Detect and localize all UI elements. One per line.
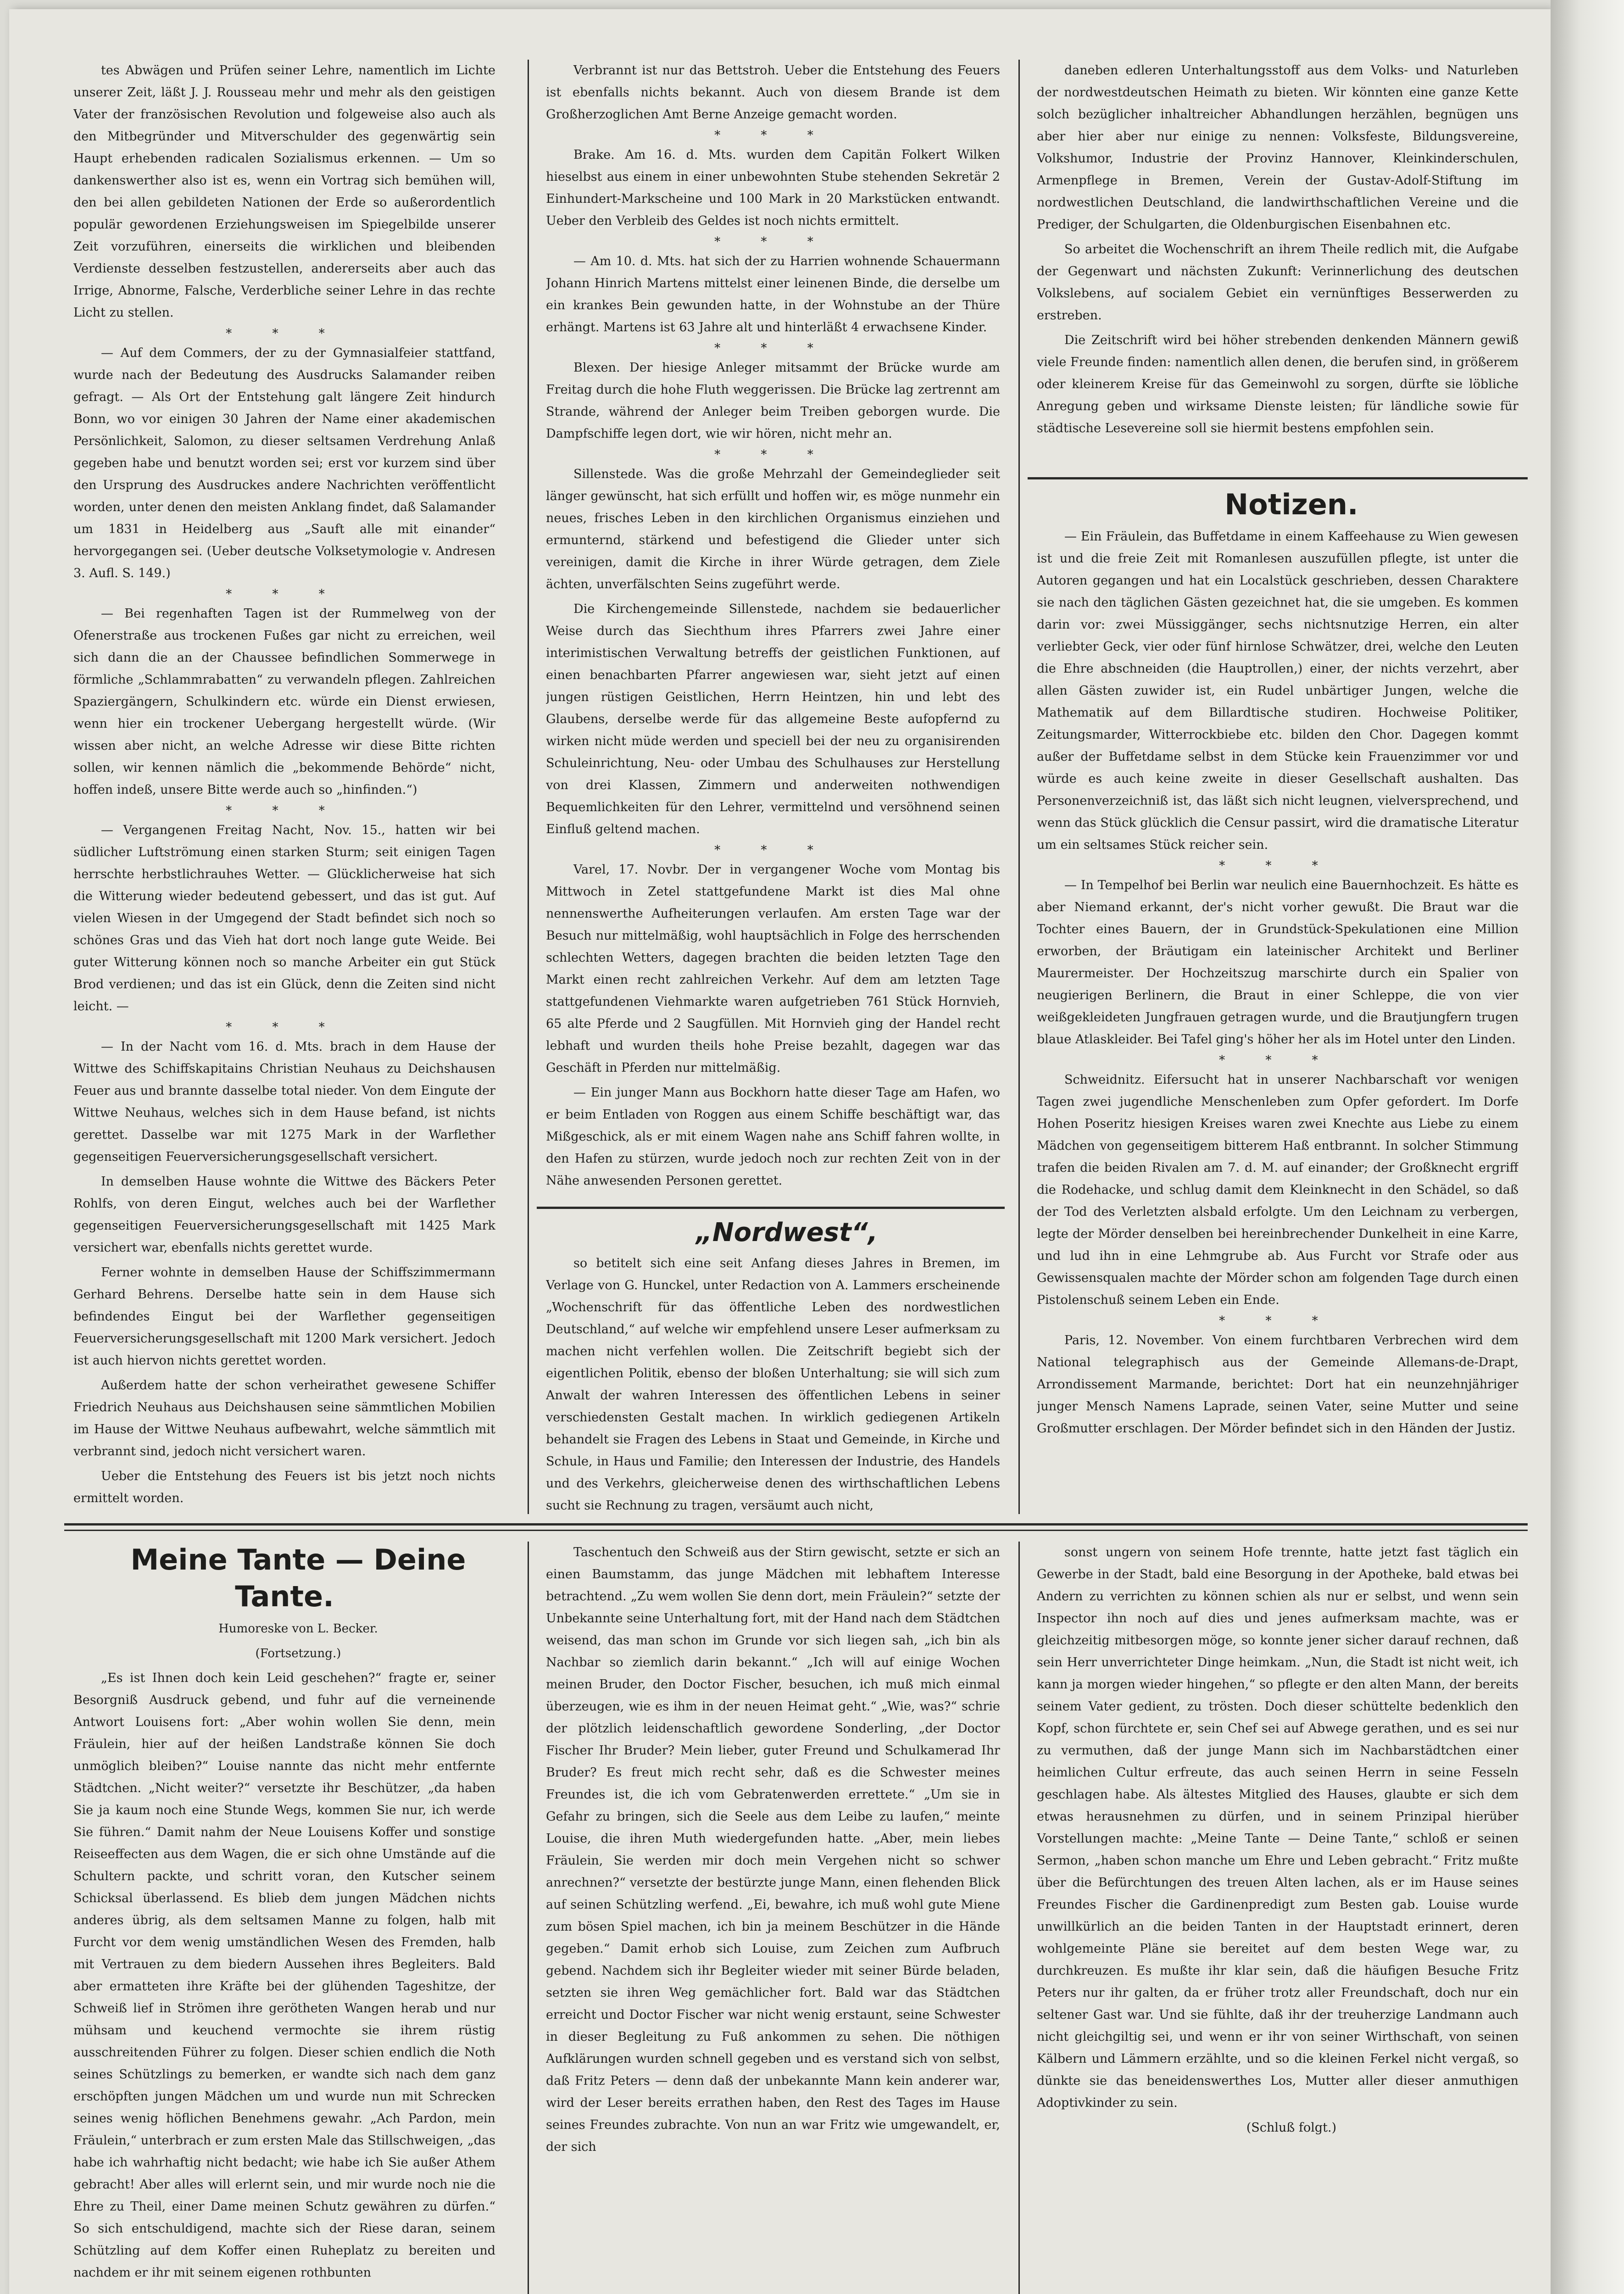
section-separator: * * * bbox=[714, 235, 832, 249]
story-to-be-concluded: (Schluß folgt.) bbox=[1246, 2121, 1337, 2135]
article-paragraph: Ferner wohnte in demselben Hause der Schiffszimmermann Gerhard Behrens. Derselbe hatte sein in dem Hause sich befindendes Eingut bei der Warflether gegenseitigen Feuerversicherungsgesellschaft mit 1200 Mark versichert. Jedoch ist auch hiervon nichts gerettet worden. bbox=[73, 1265, 495, 1368]
article-paragraph: Die Zeitschrift wird bei höher strebenden denkenden Männern gewiß viele Freunde finden: namentlich allen denen, die berufen sind, in größerem oder kleinerem Kreise für das Gemeinwohl zu sorgen, dürfte sie löbliche Anregung geben und wirksame Dienste leisten; für ländliche sowie für städtische Lesevereine soll sie hiermit bestens empfohlen sein. bbox=[1037, 333, 1518, 435]
section-separator: * * * bbox=[1219, 1053, 1336, 1067]
section-rule bbox=[1028, 477, 1528, 479]
section-separator: * * * bbox=[714, 448, 832, 462]
story-text: sonst ungern von seinem Hofe trennte, hatte jetzt fast täglich ein Gewerbe in der Stadt, bald eine Besorgung in der Apotheke, bald etwas bei Andern zu verrichten zu können schien als nur er selbst, und wenn sein Inspector ihn noch auf dies und jenes aufmerksam machte, was er gleichzeitig mitbesorgen möge, so konnte jener sicher darauf rechnen, daß sein Herr unverrichteter Dinge heimkam. „Nun, die Stadt ist nicht weit, ich kann ja morgen wieder hingehen,“ so pflegte er den alten Mann, der bereits seinem Vater gedient, zu trösten. Doch dieser schüttelte bedenklich den Kopf, schon fürchtete er, sein Chef sei auf Abwege gerathen, und es sei nur zu vermuthen, daß der junge Mann sich im Nachbarstädtchen einer heimlichen Cultur erfreute, das auch seinen Herrn in seine Fesseln geschlagen habe. Als ältestes Mitglied des Hauses, glaubte er sich dem etwas herausnehmen zu dürfen, und in seinem Prinzipal hierüber Vorstellungen machte: „Meine Tante — Deine Tante,“ schloß er seinen Sermon, „haben schon manche um Ehre und Leben gebracht.“ Fritz mußte über die Befürchtungen des treuen Alten lachen, als er im Hause seines Freundes Fischer die Gardinenpredigt zum Besten gab. Louise wurde unwillkürlich an die beiden Tanten in der Hauptstadt erinnert, deren wohlgemeinte Pläne sie bereitet auf dem besten Wege war, zu durchkreuzen. Es mußte ihr klar sein, daß die häufigen Besuche Fritz Peters nur ihr galten, da er früher trotz aller Freundschaft, doch nur ein seltener Gast war. Und sie fühlte, daß ihr der treuherzige Landmann auch nicht gleichgiltig sei, und wenn er ihr von seiner Wirthschaft, von seinen Kälbern und Lämmern erzählte, und so die kleinen Ferkel nicht vergaß, so dünkte sie das beneidenswerthes Los, Mutter aller dieser anmuthigen Adoptivkinder zu sein. bbox=[1037, 1545, 1518, 2110]
article-paris: Paris, 12. November. Von einem furchtbaren Verbrechen wird dem National telegraphisch aus der Gemeinde Allemans-de-Drapt, Arrondissement Marmande, berichtet: Dort hat ein neunzehnjähriger junger Mensch Namens Laprade, seinen Vater, seine Mutter und seine Großmutter erschlagen. Der Mörder befindet sich in den Händen der Justiz. bbox=[1037, 1333, 1518, 1436]
article-paragraph: Außerdem hatte der schon verheirathet gewesene Schiffer Friedrich Neuhaus aus Deichshausen seine sämmtlichen Mobilien im Hause der Wittwe Neuhaus aufbewahrt, welche sämmtlich mit verbrannt sind, jedoch nicht versichert waren. bbox=[73, 1378, 495, 1459]
article-bauernhochzeit: — In Tempelhof bei Berlin war neulich eine Bauernhochzeit. Es hätte es aber Niemand erkannt, der's nicht vorher gewußt. Die Braut war die Tochter eines Bauern, der in Grundstück-Spekulationen eine Million erworben, der Bräutigam ein lateinischer Architekt und Berliner Maurermeister. Der Hochzeitszug marschirte durch ein Spalier von neugierigen Berlinern, die Braut in einer Schleppe, die von vier weißgekleideten Jungfrauen getragen wurde, und die Brautjungfern trugen blaue Atlaskleider. Bei Tafel ging's höher her als im Hotel unter den Linden. bbox=[1037, 878, 1518, 1047]
column-rule bbox=[528, 1542, 529, 2294]
article-paragraph: In demselben Hause wohnte die Wittwe des Bäckers Peter Rohlfs, von deren Eingut, welches auch bei der Warflether gegenseitigen Feuerversicherungsgesellschaft mit 1425 Mark versichert war, ebenfalls nichts gerettet wurde. bbox=[73, 1175, 495, 1255]
column-rule bbox=[1018, 60, 1020, 1514]
story-title: Meine Tante — Deine Tante. bbox=[130, 1543, 466, 1613]
section-separator: * * * bbox=[226, 587, 343, 601]
section-separator: * * * bbox=[226, 327, 343, 340]
section-separator: * * * bbox=[1219, 1314, 1336, 1328]
section-separator: * * * bbox=[714, 341, 832, 355]
article-paragraph: Die Kirchengemeinde Sillenstede, nachdem sie bedauerlicher Weise durch das Siechthum ihres Pfarrers zwei Jahre einer interimistischen Verwaltung betreffs der geistlichen Funktionen, auf einen benachbarten Pfarrer angewiesen war, sieht jetzt auf einen jungen rüstigen Geistlichen, Herrn Heintzen, hin und lebt des Glaubens, derselbe werde für das allgemeine Beste aufopfernd zu wirken nicht müde werden und speciell bei der neu zu organisirenden Schuleinrichtung, Neu- oder Umbau des Schulhauses zur Herstellung von drei Klassen, Zimmern und anderweiten nothwendigen Bequemlichkeiten für den Lehrer, vermittelnd und versöhnend seinen Einfluß geltend machen. bbox=[546, 602, 1000, 836]
article-rummelweg: — Bei regenhaften Tagen ist der Rummelweg von der Ofenerstraße aus trockenen Fußes gar nicht zu erreichen, weil sich dann die an der Chaussee befindlichen Sommerwege in förmliche „Schlammrabatten“ zu verwandeln pflegen. Zahlreichen Spaziergängern, Schulkindern etc. würde ein Dienst erwiesen, wenn hier ein trockener Uebergang hergestellt würde. (Wir wissen aber nicht, an welche Adresse wir diese Bitte richten sollen, wir kennen nämlich die „bekommende Behörde“ nicht, hoffen indeß, unsere Bitte werde auch so „hinfinden.“) bbox=[73, 607, 495, 797]
story-column-3 bbox=[1037, 1542, 1518, 2294]
story-column-2 bbox=[546, 1542, 1000, 2294]
article-sillenstede: Sillenstede. Was die große Mehrzahl der Gemeindeglieder seit länger gewünscht, hat sich erfüllt und hoffen wir, es möge nunmehr ein neues, frisches Leben in den kirchlichen Organismus einziehen und ermunternd, stärkend und befestigend die Glieder unter sich vereinigen, damit die Kirche in ihrer Würde getragen, dem Ziele ächten, unverfälschten Seins zugeführt werde. bbox=[546, 467, 1000, 591]
article-paragraph: — Ein junger Mann aus Bockhorn hatte dieser Tage am Hafen, wo er beim Entladen von Roggen aus einem Schiffe beschäftigt war, das Mißgeschick, als er mit einem Wagen nahe ans Schiff fahren wollte, in den Hafen zu stürzen, wurde jedoch noch zur rechten Zeit von in der Nähe anwesenden Personen gerettet. bbox=[546, 1086, 1000, 1188]
article-paragraph: daneben edleren Unterhaltungsstoff aus dem Volks- und Naturleben der nordwestdeutschen Heimath zu bieten. Wir könnten eine ganze Kette solch bezüglicher inhaltreicher Abhandlungen herzählen, begnügen uns aber hier aber nur einige zu nennen: Volksfeste, Bildungsvereine, Volkshumor, Industrie der Provinz Hannover, Kleinkinderschulen, Armenpflege in Bremen, Verein der Gustav-Adolf-Stiftung im nordwestlichen Deutschland, die landwirthschaftlichen Vereine und die Prediger, der Schulgarten, die Oldenburgischen Eisenbahnen etc. bbox=[1037, 63, 1518, 232]
article-feuer-deichshausen: — In der Nacht vom 16. d. Mts. brach in dem Hause der Wittwe des Schiffskapitains Christian Neuhaus zu Deichshausen Feuer aus und brannte dasselbe total nieder. Von dem Eingute der Wittwe Neuhaus, welches sich in dem Hause befand, ist nichts gerettet. Dasselbe war mit 1275 Mark in der Warflether gegenseitigen Feuerversicherungsgesellschaft versichert. bbox=[73, 1040, 495, 1164]
article-schweidnitz: Schweidnitz. Eifersucht hat in unserer Nachbarschaft vor wenigen Tagen zwei jugendliche Menschenleben zum Opfer gefordert. Im Dorfe Hohen Poseritz hiesigen Kreises waren zwei Knechte aus Liebe zu einem Mädchen von gegenseitigem bitterem Haß entbrannt. In solcher Stimmung trafen die beiden Rivalen am 7. d. M. auf einander; der Großknecht ergriff die Rodehacke, und schlug damit dem Kleinknecht in den Schädel, so daß der Tod des Verletzten alsbald erfolgte. Um den Leichnam zu verbergen, legte der Mörder denselben bei hereinbrechender Dunkelheit in eine Karre, und lud ihn in eine Lehmgrube ab. Aus Furcht vor Strafe oder aus Gewissensqualen machte der Mörder schon am folgenden Tage durch einen Pistolenschuß seinem Leben ein Ende. bbox=[1037, 1073, 1518, 1307]
page-edge bbox=[1551, 0, 1624, 2294]
story-column-1 bbox=[73, 1542, 495, 2294]
article-paragraph: Verbrannt ist nur das Bettstroh. Ueber die Entstehung des Feuers ist ebenfalls nichts bekannt. Auch von diesem Brande ist dem Großherzoglichen Amt Berne Anzeige gemacht worden. bbox=[546, 63, 1000, 122]
notizen-heading: Notizen. bbox=[1224, 488, 1358, 521]
notizen-section bbox=[1037, 486, 1518, 1514]
section-separator: * * * bbox=[226, 804, 343, 818]
article-buffetdame: — Ein Fräulein, das Buffetdame in einem Kaffeehause zu Wien gewesen ist und die freie Zeit mit Romanlesen auszufüllen pflegte, ist unter die Autoren gegangen und hat ein Localstück geschrieben, dessen Charaktere sie nach den täglichen Gästen gezeichnet hat, die sie umgeben. Es kommen darin vor: zwei Müssiggänger, sechs nichtsnutzige Herren, ein alter verliebter Geck, vier oder fünf hirnlose Schwätzer, drei, welche den Leuten die Ehre abschneiden (die Hauptrollen,) einer, der nichts verzehrt, aber allen Gästen zuwider ist, ein Rudel unbärtiger Jungen, welche die Mathematik auf dem Billardtische studiren. Hochweise Politiker, Zeitungsmarder, Witterrockbiebe etc. bilden den Chor. Dagegen kommt außer der Buffetdame selbst in dem Stücke kein Frauenzimmer vor und würde es auch keine zweite in dieser Gesellschaft aushalten. Das Personenverzeichniß ist, das läßt sich nicht leugnen, vielversprechend, und wenn das Stück glücklich die Censur passirt, wird die dramatische Literatur um ein seltsames Stück reicher sein. bbox=[1037, 529, 1518, 852]
column-2 bbox=[546, 60, 1000, 1197]
column-3 bbox=[1037, 60, 1518, 468]
article-brake: Brake. Am 16. d. Mts. wurden dem Capitän Folkert Wilken hieselbst aus einem in einer unbewohnten Stube stehenden Sekretär 2 Einhundert-Markscheine und 100 Mark in 20 Markstücken entwandt. Ueber den Verbleib des Geldes ist noch nichts ermittelt. bbox=[546, 148, 1000, 228]
nordwest-heading: „Nordwest“, bbox=[695, 1218, 878, 1247]
article-harrien: — Am 10. d. Mts. hat sich der zu Harrien wohnende Schauermann Johann Hinrich Martens mittelst einer leinenen Binde, die derselbe um ein krankes Bein gewunden hatte, in der Wohnstube an der Thüre erhängt. Martens ist 63 Jahre alt und hinterläßt 4 erwachsene Kinder. bbox=[546, 254, 1000, 334]
nordwest-section bbox=[546, 1216, 1000, 1514]
story-subtitle: Humoreske von L. Becker. bbox=[218, 1622, 378, 1636]
article-varel: Varel, 17. Novbr. Der in vergangener Woche vom Montag bis Mittwoch in Zetel stattgefundene Markt ist dies Mal ohne nennenswerthe Aufheiterungen verlaufen. Am ersten Tage war der Besuch nur mittelmäßig, wohl hauptsächlich in Folge des herrschenden schlechten Wetters, dagegen brachten die beiden letzten Tage den Markt einen recht zahlreichen Verkehr. Auf dem am letzten Tage stattgefundenen Viehmarkte waren aufgetrieben 761 Stück Hornvieh, 65 alte Pferde und 2 Saugfüllen. Mit Hornvieh ging der Handel recht lebhaft und wurden theils hohe Preise bezahlt, dagegen war das Geschäft in Pferden nur mittelmäßig. bbox=[546, 863, 1000, 1075]
section-separator: * * * bbox=[1219, 859, 1336, 873]
section-separator: * * * bbox=[226, 1020, 343, 1034]
story-continuation: (Fortsetzung.) bbox=[255, 1647, 341, 1660]
article-rousseau: tes Abwägen und Prüfen seiner Lehre, namentlich im Lichte unserer Zeit, läßt J. J. Rousseau mehr und mehr als den geistigen Vater der französischen Revolution und folgeweise also auch als den Mitbegründer und Mitverschulder des gegenwärtig sein Haupt erhebenden radicalen Sozialismus erkennen. — Um so dankenswerther also ist es, wenn ein Vortrag sich bemühen will, den bei allen gebildeten Nationen der Erde so außerordentlich populär gewordenen Erziehungsweisen im Spiegelbilde unserer Zeit vorzuführen, einerseits die wirklichen und bleibenden Verdienste desselben festzustellen, andererseits aber auch das Irrige, Abnorme, Falsche, Verderbliche seiner Lehre in das rechte Licht zu stellen. bbox=[73, 63, 495, 320]
column-1 bbox=[73, 60, 495, 1509]
newspaper-page bbox=[9, 9, 1551, 2294]
article-blexen: Blexen. Der hiesige Anleger mitsammt der Brücke wurde am Freitag durch die hohe Fluth weggerissen. Die Brücke lag zertrennt am Strande, während der Anleger beim Treiben geborgen wurde. Die Dampfschiffe legen dort, wie wir hören, nicht mehr an. bbox=[546, 361, 1000, 441]
story-text: „Es ist Ihnen doch kein Leid geschehen?“ fragte er, seiner Besorgniß Ausdruck gebend, und fuhr auf die verneinende Antwort Louisens fort: „Aber wohin wollen Sie denn, mein Fräulein, hier auf der heißen Landstraße können Sie doch unmöglich bleiben?“ Louise nannte das nicht mehr entfernte Städtchen. „Nicht weiter?“ versetzte ihr Beschützer, „da haben Sie ja kaum noch eine Stunde Wegs, kommen Sie nur, ich werde Sie führen.“ Damit nahm der Neue Louisens Koffer und sonstige Reiseeffecten aus dem Wagen, die er sich ohne Umstände auf die Schultern packte, und schritt voran, den Kutscher seinem Schicksal überlassend. Es blieb dem jungen Mädchen nichts anderes übrig, als dem seltsamen Manne zu folgen, halb mit Furcht vor dem wenig umständlichen Wesen des Fremden, halb mit Vertrauen zu dem biedern Aussehen ihres Begleiters. Bald aber ermatteten ihre Kräfte bei der glühenden Tageshitze, der Schweiß lief in Strömen ihre gerötheten Wangen herab und nur mühsam und keuchend vermochte sie ihrem rüstig ausschreitenden Führer zu folgen. Dieser schien endlich die Noth seines Schützlings zu bemerken, er wandte sich nach dem ganz erschöpften jungen Mädchen um und wurde nun mit Schrecken seines wenig höflichen Benehmens gewahr. „Ach Pardon, mein Fräulein,“ unterbrach er zum ersten Male das Stillschweigen, „das habe ich wahrhaftig nicht bedacht; wie habe ich Sie außer Athem gebracht! Aber alles will erlernt sein, und mir wurde noch nie die Ehre zu Theil, einer Dame meinen Schutz gewähren zu dürfen.“ So sich entschuldigend, machte sich der Riese daran, seinem Schützling auf dem Koffer einen Ruheplatz zu bereiten und nachdem er ihr mit seinem eigenen rothbunten bbox=[73, 1671, 495, 2280]
article-sturm: — Vergangenen Freitag Nacht, Nov. 15., hatten wir bei südlicher Luftströmung einen starken Sturm; seit einigen Tagen herrschte herbstlichrauhes Wetter. — Glücklicherweise hat sich die Witterung wieder bedeutend gebessert, und das ist gut. Auf vielen Wiesen in der Umgegend der Stadt befindet sich noch so schönes Gras und das Vieh hat dort noch lange gute Weide. Bei guter Witterung können noch so manche Arbeiter ein gut Stück Brod verdienen; und das ist ein Glück, denn die Zeiten sind nicht leicht. — bbox=[73, 823, 495, 1013]
section-rule bbox=[537, 1207, 1005, 1209]
nordwest-body: so betitelt sich eine seit Anfang dieses Jahres in Bremen, im Verlage von G. Hunckel, unter Redaction von A. Lammers erscheinende „Wochenschrift für das öffentliche Leben des nordwestlichen Deutschland,“ auf welche wir empfehlend unsere Leser aufmerksam zu machen nicht verfehlen wollen. Die Zeitschrift begiebt sich der eigentlichen Politik, ebenso der bloßen Unterhaltung; sie will sich zum Anwalt der wahren Interessen des öffentlichen Lebens in seiner verschiedensten Gestalt machen. In wirklich gediegenen Artikeln behandelt sie Fragen des Lebens in Staat und Gemeinde, in Kirche und Schule, in Haus und Familie; den Interessen der Industrie, des Handels und des Verkehrs, gleicherweise denen des wirthschaftlichen Lebens sucht sie Rechnung zu tragen, versäumt auch nicht, bbox=[546, 1256, 1000, 1513]
article-paragraph: Ueber die Entstehung des Feuers ist bis jetzt noch nichts ermittelt worden. bbox=[73, 1469, 495, 1505]
article-paragraph: So arbeitet die Wochenschrift an ihrem Theile redlich mit, die Aufgabe der Gegenwart und nächsten Zukunft: Verinnerlichung des deutschen Volkslebens, auf socialem Gebiet ein vernünftiges Besserwerden zu erstreben. bbox=[1037, 242, 1518, 323]
feuilleton-rule bbox=[64, 1530, 1528, 1531]
feuilleton-rule bbox=[64, 1523, 1528, 1526]
story-text: Taschentuch den Schweiß aus der Stirn gewischt, setzte er sich an einen Baumstamm, das junge Mädchen mit lebhaftem Interesse betrachtend. „Zu wem wollen Sie denn dort, mein Fräulein?“ setzte der Unbekannte seine Unterhaltung fort, mit der Hand nach dem Städtchen weisend, das man schon im Grunde vor sich liegen sah, „ich bin als Nachbar so ziemlich darin bekannt.“ „Ich will auf einige Wochen meinen Bruder, den Doctor Fischer, besuchen, ich muß mich einmal überzeugen, wie es ihm in der neuen Heimat geht.“ „Wie, was?“ schrie der plötzlich leidenschaftlich gewordene Sonderling, „der Doctor Fischer Ihr Bruder? Mein lieber, guter Freund und Schulkamerad Ihr Bruder? Es freut mich recht sehr, daß es die Schwester meines Freundes ist, die ich vom Gebratenwerden errettete.“ „Um sie in Gefahr zu bringen, sich die Seele aus dem Leibe zu laufen,“ meinte Louise, die ihren Muth wiedergefunden hatte. „Aber, mein liebes Fräulein, Sie werden mir doch mein Vergehen nicht so schwer anrechnen?“ versetzte der bestürzte junge Mann, einen flehenden Blick auf seinen Schützling werfend. „Ei, bewahre, ich muß wohl gute Miene zum bösen Spiel machen, ich bin ja meinem Beschützer in die Hände gegeben.“ Damit erhob sich Louise, zum Zeichen zum Aufbruch gebend. Nachdem sich ihr Begleiter wieder mit seiner Bürde beladen, setzten sie ihren Weg gemächlicher fort. Bald war das Städtchen erreicht und Doctor Fischer war nicht wenig erstaunt, seine Schwester in dieser Begleitung zu Fuß ankommen zu sehen. Die nöthigen Aufklärungen wurden schnell gegeben und es verstand sich von selbst, daß Fritz Peters — denn daß der unbekannte Mann kein anderer war, wird der Leser bereits errathen haben, den Rest des Tages im Hause seines Freundes zubrachte. Von nun an war Fritz wie umgewandelt, er, der sich bbox=[546, 1545, 1000, 2154]
article-salamander: — Auf dem Commers, der zu der Gymnasialfeier stattfand, wurde nach der Bedeutung des Ausdrucks Salamander reiben gefragt. — Als Ort der Entstehung galt längere Zeit hindurch Bonn, wo vor einigen 30 Jahren der Name einer akademischen Persönlichkeit, Salomon, zu dieser seltsamen Verdrehung Anlaß gegeben habe und benutzt worden sei; erst vor kurzem sind über den Ursprung des Ausdruckes andere Nachrichten veröffentlicht worden, unter denen den meisten Anklang findet, daß Salamander um 1831 in Heidelberg aus „Sauft alle mit einander“ hervorgegangen sei. (Ueber deutsche Volksetymologie v. Andresen 3. Aufl. S. 149.) bbox=[73, 346, 495, 580]
column-rule bbox=[1018, 1542, 1020, 2294]
column-rule bbox=[528, 60, 529, 1514]
section-separator: * * * bbox=[714, 843, 832, 857]
section-separator: * * * bbox=[714, 128, 832, 142]
